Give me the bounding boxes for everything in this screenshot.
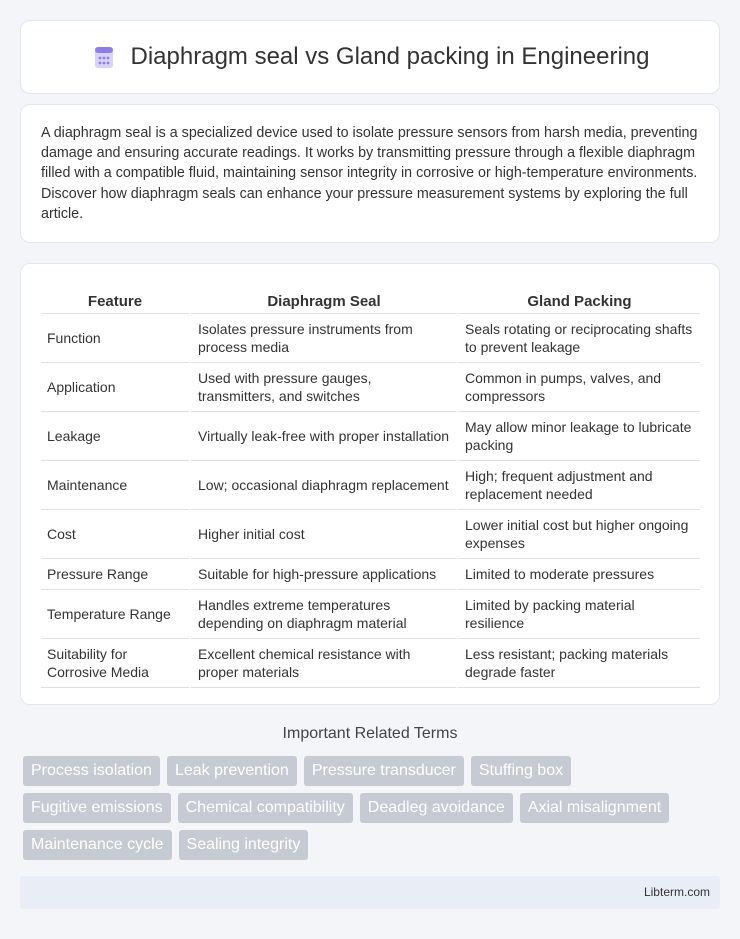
feature-cell: Suitability for Corrosive Media (41, 639, 189, 688)
diaphragm-seal-cell: Virtually leak-free with proper installation (189, 412, 456, 461)
feature-cell: Cost (41, 510, 189, 559)
feature-cell: Pressure Range (41, 559, 189, 590)
diaphragm-seal-cell: Isolates pressure instruments from process media (189, 314, 456, 363)
gland-packing-cell: Lower initial cost but higher ongoing expenses (456, 510, 700, 559)
gland-packing-cell: Common in pumps, valves, and compressors (456, 363, 700, 412)
tag-maintenance-cycle[interactable]: Maintenance cycle (23, 830, 172, 860)
tag-sealing-integrity[interactable]: Sealing integrity (179, 830, 309, 860)
column-header-diaphragm-seal: Diaphragm Seal (189, 284, 456, 314)
table-header-row (41, 284, 700, 314)
gland-packing-cell: May allow minor leakage to lubricate packing (456, 412, 700, 461)
diaphragm-seal-cell: Suitable for high-pressure applications (189, 559, 456, 590)
gland-packing-cell: Limited by packing material resilience (456, 590, 700, 639)
table-row (41, 461, 700, 510)
tag-row (23, 830, 723, 860)
page-title: Diaphragm seal vs Gland packing in Engineering (130, 43, 650, 70)
tag-process-isolation[interactable]: Process isolation (23, 756, 160, 786)
diaphragm-seal-cell: Handles extreme temperatures depending on diaphragm material (189, 590, 456, 639)
footer-site-link[interactable]: Libterm.com (643, 885, 710, 899)
table-row (41, 639, 700, 688)
gland-packing-cell: Less resistant; packing materials degrade faster (456, 639, 700, 688)
intro-card (20, 104, 720, 243)
diaphragm-seal-cell: Used with pressure gauges, transmitters, and switches (189, 363, 456, 412)
table-row (41, 510, 700, 559)
feature-cell: Application (41, 363, 189, 412)
diaphragm-seal-cell: Excellent chemical resistance with proper materials (189, 639, 456, 688)
document-icon (91, 44, 117, 70)
feature-cell: Leakage (41, 412, 189, 461)
column-header-gland-packing: Gland Packing (456, 284, 700, 314)
feature-cell: Temperature Range (41, 590, 189, 639)
diaphragm-seal-cell: Low; occasional diaphragm replacement (189, 461, 456, 510)
diaphragm-seal-cell: Higher initial cost (189, 510, 456, 559)
tag-row (23, 756, 723, 786)
comparison-card (20, 263, 720, 705)
gland-packing-cell: High; frequent adjustment and replacement needed (456, 461, 700, 510)
tag-chemical-compatibility[interactable]: Chemical compatibility (178, 793, 353, 823)
table-row (41, 412, 700, 461)
tag-deadleg-avoidance[interactable]: Deadleg avoidance (360, 793, 513, 823)
table-row (41, 363, 700, 412)
gland-packing-cell: Limited to moderate pressures (456, 559, 700, 590)
header-card (20, 20, 720, 94)
table-row (41, 314, 700, 363)
tag-row (23, 793, 723, 823)
related-terms-tags (23, 756, 723, 867)
tag-stuffing-box[interactable]: Stuffing box (471, 756, 571, 786)
table-row (41, 559, 700, 590)
gland-packing-cell: Seals rotating or reciprocating shafts to prevent leakage (456, 314, 700, 363)
related-terms-heading: Important Related Terms (282, 725, 458, 742)
table-row (41, 590, 700, 639)
feature-cell: Function (41, 314, 189, 363)
tag-leak-prevention[interactable]: Leak prevention (167, 756, 297, 786)
tag-axial-misalignment[interactable]: Axial misalignment (520, 793, 669, 823)
column-header-feature: Feature (41, 284, 189, 314)
comparison-table (41, 284, 700, 688)
tag-fugitive-emissions[interactable]: Fugitive emissions (23, 793, 171, 823)
footer (20, 876, 720, 909)
tag-pressure-transducer[interactable]: Pressure transducer (304, 756, 464, 786)
feature-cell: Maintenance (41, 461, 189, 510)
intro-text: A diaphragm seal is a specialized device used to isolate pressure sensors from harsh media, preventing damage and ensuring accurate readings. It works by transmitting pressure through a flexible diaphragm filled with a compatible fluid, maintaining sensor integrity in corrosive or high-temperature environments. Discover how diaphragm seals can enhance your pressure measurement systems by exploring the full article. (41, 125, 698, 222)
